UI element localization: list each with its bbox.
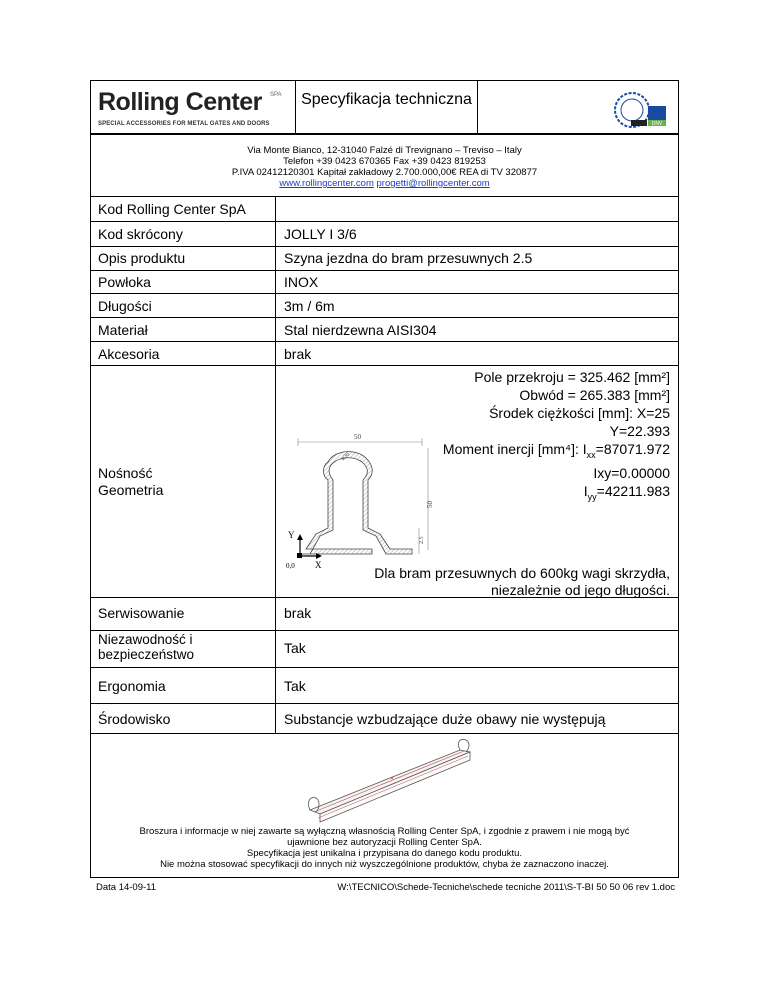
- row-divider: [90, 246, 679, 247]
- perimeter-value: Obwód = 265.383 [mm²]: [519, 387, 670, 403]
- accessories-label: Akcesoria: [98, 346, 160, 362]
- footer-file-path: W:\TECNICO\Schede-Tecniche\schede tecniche 2011\S-T-BI 50 50 06 rev 1.doc: [337, 882, 675, 893]
- description-value: Szyna jezdna do bram przesuwnych 2.5: [284, 250, 533, 266]
- short-code-value: JOLLY I 3/6: [284, 226, 357, 242]
- product-rail-illustration: [300, 738, 480, 826]
- svg-text:2.5: 2.5: [419, 536, 425, 544]
- area-value: Pole przekroju = 325.462 [mm²]: [474, 369, 670, 385]
- coating-value: INOX: [284, 274, 319, 290]
- ergonomics-value: Tak: [284, 678, 306, 694]
- footer-line-2: ujawnione bez autoryzacji Rolling Center SpA.: [287, 837, 482, 848]
- company-phone: Telefon +39 0423 670365 Fax +39 0423 819253: [283, 156, 486, 167]
- centroid-y-value: Y=22.393: [609, 423, 670, 439]
- material-value: Stal nierdzewna AISI304: [284, 322, 437, 338]
- material-label: Materiał: [98, 322, 148, 338]
- inertia-yy-value: $I_{yy}=42211.983$: [583, 482, 670, 502]
- row-divider: [90, 341, 679, 342]
- row-divider: [90, 667, 679, 668]
- row-divider: [90, 293, 679, 294]
- reliability-value: Tak: [284, 640, 306, 656]
- company-vat: P.IVA 02412120301 Kapitał zakładowy 2.700.000,00€ REA di TV 320877: [231, 167, 538, 178]
- svg-text:50: 50: [426, 501, 434, 508]
- geometry-label: Nośność Geometria: [98, 465, 164, 498]
- row-divider: [90, 365, 679, 366]
- row-divider: [90, 221, 679, 222]
- inertia-xy-value: Ixy=0.00000: [593, 464, 670, 481]
- footer-line-1: Broszura i informacje w niej zawarte są wyłączną własnością Rolling Center SpA, i zgodnie z prawem i nie mogą być: [139, 826, 630, 837]
- description-label: Opis produktu: [98, 250, 186, 266]
- length-label: Długości: [98, 298, 152, 314]
- svg-text:X: X: [315, 560, 322, 570]
- row-divider: [90, 630, 679, 631]
- company-address: Via Monte Bianco, 12-31040 Falzé di Trevignano – Treviso – Italy: [247, 145, 522, 156]
- profile-cross-section-drawing: [282, 428, 442, 576]
- code-label: Kod Rolling Center SpA: [98, 201, 246, 217]
- capacity-note: Dla bram przesuwnych do 600kg wagi skrzydła, niezależnie od jego długości.: [374, 565, 670, 598]
- company-logo: Rolling Center SPA SPECIAL ACCESSORIES FOR METAL GATES AND DOORS: [98, 88, 282, 127]
- length-value: 3m / 6m: [284, 298, 335, 314]
- inertia-xx-value: Moment inercji [mm⁴]: $I_{xx}=87071.972$: [442, 441, 670, 460]
- service-label: Serwisowanie: [98, 605, 185, 621]
- divider: [90, 134, 679, 135]
- website-link[interactable]: www.rollingcenter.com: [279, 178, 374, 189]
- svg-text:Y: Y: [288, 530, 295, 540]
- reliability-label: Niezawodność i bezpieczeństwo: [98, 632, 195, 662]
- certification-badge: [608, 88, 668, 130]
- column-divider: [275, 196, 276, 734]
- company-links: [90, 178, 679, 190]
- environment-value: Substancje wzbudzające duże obawy nie występują: [284, 711, 606, 727]
- email-link[interactable]: progetti@rollingcenter.com: [376, 178, 490, 189]
- accessories-value: brak: [284, 346, 312, 362]
- service-value: brak: [284, 605, 312, 621]
- svg-text:0,0: 0,0: [286, 562, 295, 570]
- footer-date: Data 14-09-11: [96, 882, 157, 893]
- row-divider: [90, 270, 679, 271]
- svg-text:DNV: DNV: [651, 121, 663, 127]
- environment-label: Środowisko: [98, 711, 171, 727]
- footer-line-3: Specyfikacja jest unikalna i przypisana do danego kodu produktu.: [246, 848, 523, 859]
- page-title: Specyfikacja techniczna: [301, 91, 472, 108]
- ergonomics-label: Ergonomia: [98, 678, 166, 694]
- coating-label: Powłoka: [98, 274, 151, 290]
- footer-line-4: Nie można stosować specyfikacji do innych niż wyszczególnione produktów, chyba że zaznaczono inaczej.: [160, 859, 609, 870]
- row-divider: [90, 317, 679, 318]
- row-divider: [90, 703, 679, 704]
- divider: [477, 80, 478, 134]
- short-code-label: Kod skrócony: [98, 226, 183, 242]
- svg-text:50: 50: [354, 433, 361, 441]
- centroid-x-value: Środek ciężkości [mm]: X=25: [489, 405, 670, 421]
